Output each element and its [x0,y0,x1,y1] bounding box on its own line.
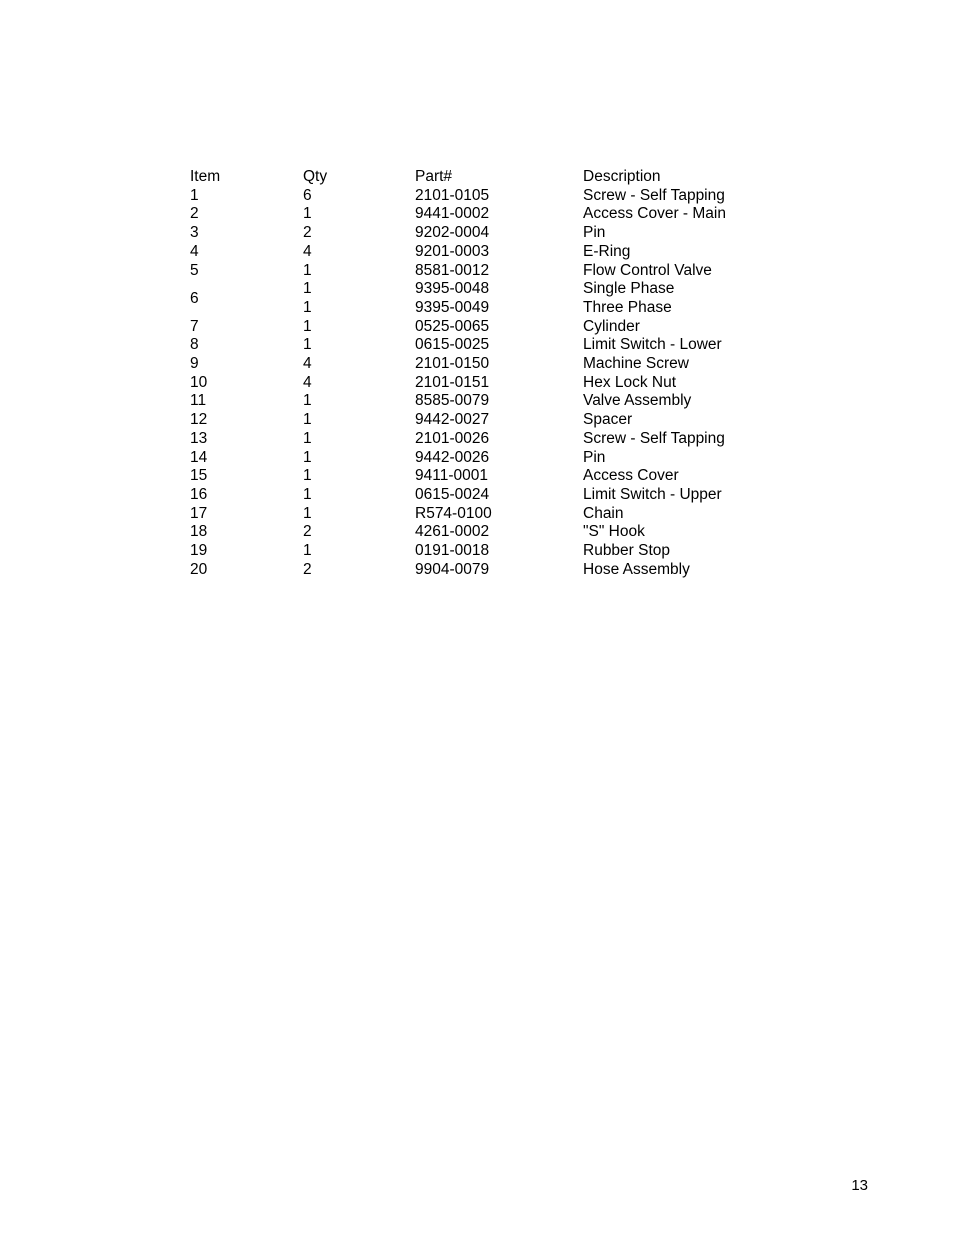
cell-part-number: 9395-0048 [415,280,490,298]
table-row [190,430,783,449]
table-header-row [190,168,783,187]
cell-item: 2 [190,205,199,223]
cell-description: Machine Screw [583,355,689,373]
table-row [190,374,783,393]
cell-description: Access Cover [583,467,679,485]
cell-item: 15 [190,467,208,485]
cell-qty: 4 [303,373,312,391]
cell-description: Access Cover - Main [583,205,726,223]
table-row [190,505,783,524]
header-item: Item [190,168,221,185]
cell-item: 20 [190,560,208,578]
cell-description: Screw - Self Tapping [583,429,725,447]
table-row [190,542,783,561]
cell-description: Single Phase [583,280,675,298]
cell-description: Spacer [583,411,633,429]
cell-part-number: R574-0100 [415,504,492,522]
table-row [190,523,783,542]
header-part-number: Part# [415,168,453,185]
cell-description: Rubber Stop [583,542,671,560]
cell-description: Limit Switch - Lower [583,336,722,354]
cell-part-number: 0615-0025 [415,336,490,354]
cell-qty: 1 [303,298,312,316]
table-row [190,205,783,224]
table-row [190,280,783,299]
cell-item: 8 [190,336,199,354]
cell-item: 9 [190,355,199,373]
cell-qty: 1 [303,485,312,503]
cell-part-number: 2101-0150 [415,355,490,373]
table-row [190,318,783,337]
cell-item: 1 [190,186,199,204]
cell-qty: 1 [303,280,312,298]
table-row [190,355,783,374]
cell-part-number: 8581-0012 [415,261,490,279]
cell-part-number: 4261-0002 [415,523,490,541]
cell-item: 7 [190,317,199,335]
cell-part-number: 9441-0002 [415,205,490,223]
cell-description: Hex Lock Nut [583,373,677,391]
cell-item: 3 [190,224,199,242]
cell-part-number: 9395-0049 [415,298,490,316]
cell-part-number: 9202-0004 [415,224,490,242]
cell-item: 13 [190,429,208,447]
cell-description: Valve Assembly [583,392,692,410]
cell-qty: 1 [303,411,312,429]
cell-item: 5 [190,261,199,279]
cell-qty: 2 [303,523,312,541]
table-row [190,262,783,281]
cell-description: Pin [583,224,606,242]
cell-item: 10 [190,373,208,391]
cell-qty: 2 [303,560,312,578]
table-row [190,411,783,430]
cell-part-number: 0525-0065 [415,317,490,335]
cell-qty: 6 [303,186,312,204]
cell-qty: 2 [303,224,312,242]
cell-qty: 1 [303,317,312,335]
table-row [190,486,783,505]
cell-qty: 1 [303,542,312,560]
cell-part-number: 9442-0027 [415,411,490,429]
table-row [190,224,783,243]
cell-qty: 1 [303,336,312,354]
cell-part-number: 9442-0026 [415,448,490,466]
table-row [190,243,783,262]
table-row [190,336,783,355]
parts-table-body [190,187,783,580]
cell-item: 14 [190,448,208,466]
cell-item: 16 [190,485,208,503]
cell-item: 17 [190,504,208,522]
cell-part-number: 9904-0079 [415,560,490,578]
cell-qty: 1 [303,504,312,522]
cell-qty: 1 [303,205,312,223]
cell-description: Screw - Self Tapping [583,186,725,204]
cell-item: 12 [190,411,208,429]
cell-part-number: 9201-0003 [415,242,490,260]
cell-qty: 1 [303,448,312,466]
cell-description: Hose Assembly [583,560,690,578]
cell-part-number: 0615-0024 [415,485,490,503]
cell-description: Pin [583,448,606,466]
cell-description: Three Phase [583,298,672,316]
cell-description: Chain [583,504,624,522]
header-description: Description [583,168,661,185]
table-row [190,187,783,206]
cell-qty: 1 [303,467,312,485]
cell-part-number: 8585-0079 [415,392,490,410]
table-row [190,467,783,486]
cell-qty: 1 [303,429,312,447]
cell-part-number: 0191-0018 [415,542,490,560]
table-row [190,392,783,411]
cell-item: 19 [190,542,208,560]
cell-description: Flow Control Valve [583,261,712,279]
cell-qty: 1 [303,392,312,410]
header-qty: Qty [303,168,328,185]
cell-qty: 4 [303,242,312,260]
cell-item: 6 [190,289,199,307]
cell-part-number: 2101-0105 [415,186,490,204]
cell-description: Cylinder [583,317,640,335]
cell-description: Limit Switch - Upper [583,485,722,503]
cell-part-number: 2101-0026 [415,429,490,447]
cell-item: 18 [190,523,208,541]
page-number: 13 [851,1177,868,1194]
cell-part-number: 2101-0151 [415,373,490,391]
cell-item: 11 [190,392,207,410]
cell-part-number: 9411-0001 [415,467,488,485]
parts-list-table [190,168,783,579]
cell-qty: 1 [303,261,312,279]
cell-qty: 4 [303,355,312,373]
table-row [190,449,783,468]
cell-item: 4 [190,242,199,260]
cell-description: E-Ring [583,242,631,260]
table-row [190,561,783,580]
cell-description: "S" Hook [583,523,645,541]
